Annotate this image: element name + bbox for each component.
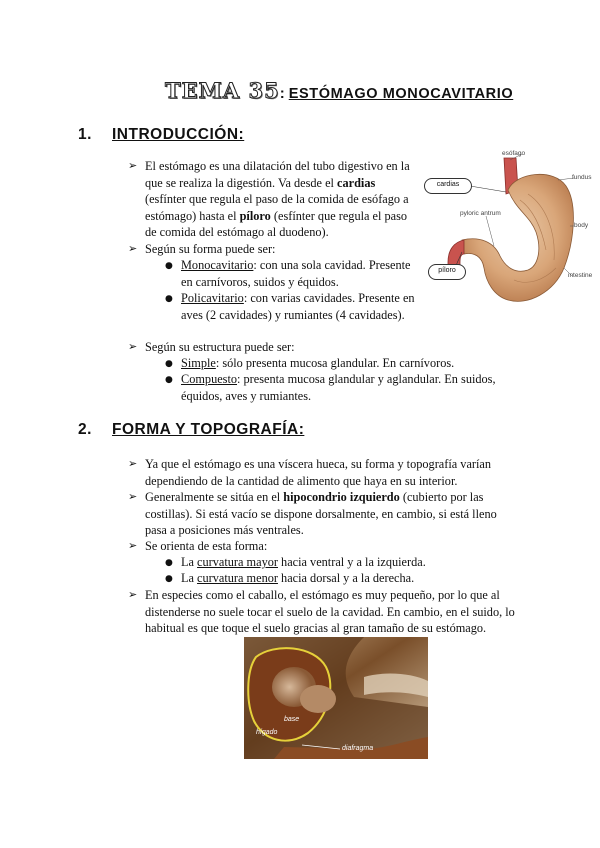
term-policavitario: Policavitario	[181, 291, 244, 305]
bullet-dot-icon: ●	[165, 574, 173, 584]
text: La	[181, 571, 198, 585]
photo-label-diafragma: diafragma	[342, 745, 374, 752]
term-monocavitario: Monocavitario	[181, 258, 254, 272]
intro-paragraph-1	[128, 158, 418, 241]
text: Según su estructura puede ser:	[145, 340, 295, 354]
arrow-bullet-icon: ➢	[128, 242, 138, 255]
text: hacia dorsal y a la derecha.	[277, 571, 415, 585]
text: : presenta mucosa glandular y aglandular. En suidos, équidos, aves y rumiantes.	[181, 372, 496, 403]
intro-paragraph-2	[128, 241, 418, 258]
text: El estómago es una dilatación del tubo digestivo en la que se realiza la digestión. Va desde el	[145, 159, 410, 190]
label-cardias: cardias	[424, 178, 472, 194]
text: Ya que el estómago es una víscera hueca, su forma y topografía varían dependiendo de la cantidad de alimento que haya en su interior.	[145, 457, 492, 488]
label-piloro: píloro	[428, 264, 466, 280]
bullet-simple	[165, 355, 545, 372]
bullet-compuesto	[165, 371, 517, 404]
dissection-image	[244, 637, 428, 759]
forma-paragraph-1	[128, 456, 513, 489]
forma-paragraph-2	[128, 489, 518, 539]
label-fundus: fundus	[572, 174, 592, 181]
text: La	[181, 555, 198, 569]
text: Se orienta de esta forma:	[145, 539, 268, 553]
term-hipocondrio: hipocondrio izquierdo	[283, 490, 400, 504]
bullet-dot-icon: ●	[165, 375, 173, 385]
text: hacia ventral y a la izquierda.	[277, 555, 426, 569]
title-prefix: TEMA 35	[165, 78, 280, 103]
dissection-photo	[244, 637, 428, 759]
arrow-bullet-icon: ➢	[128, 490, 138, 503]
section-title: FORMA Y TOPOGRAFÍA:	[112, 421, 305, 438]
bullet-dot-icon: ●	[165, 558, 173, 568]
text: Generalmente se sitúa en el	[145, 490, 284, 504]
text: En especies como el caballo, el estómago es muy pequeño, por lo que al distenderse no suele tocar el suelo de la cavidad. En cambio, en el suido, lo habitual es que toque el suelo gracias al gran tamaño de su estómago.	[145, 588, 515, 635]
intro-paragraph-3	[128, 339, 528, 356]
label-intestine: intestine	[568, 272, 593, 279]
text: Según su forma puede ser:	[145, 242, 276, 256]
label-esofago: esófago	[502, 150, 526, 157]
bullet-policavitario	[165, 290, 415, 323]
term-piloro: píloro	[239, 208, 271, 223]
arrow-bullet-icon: ➢	[128, 539, 138, 552]
photo-label-higado: hígado	[256, 729, 278, 736]
label-pyloric-antrum: pyloric antrum	[460, 210, 501, 217]
photo-label-base: base	[284, 716, 300, 723]
arrow-bullet-icon: ➢	[128, 159, 138, 172]
term-cardias: cardias	[337, 175, 376, 190]
bullet-dot-icon: ●	[165, 359, 173, 369]
page-title	[165, 78, 513, 103]
section-heading-introduccion	[78, 126, 244, 144]
bullet-curvatura-menor	[165, 570, 505, 587]
bullet-curvatura-mayor	[165, 554, 505, 571]
label-body: body	[574, 222, 589, 229]
section-heading-forma	[78, 421, 304, 439]
term-simple: Simple	[181, 356, 216, 370]
section-number: 2.	[78, 421, 92, 438]
title-colon: :	[279, 85, 285, 102]
bullet-monocavitario	[165, 257, 411, 290]
text: : con varias cavidades. Presente en aves (2 cavidades) y rumiantes (4 cavidades).	[181, 291, 415, 322]
bullet-dot-icon: ●	[165, 294, 173, 304]
arrow-bullet-icon: ➢	[128, 340, 138, 353]
forma-paragraph-3	[128, 538, 518, 555]
section-title: INTRODUCCIÓN:	[112, 126, 245, 143]
stomach-diagram	[424, 150, 600, 312]
text: : sólo presenta mucosa glandular. En carnívoros.	[215, 356, 455, 370]
text: (cubierto por las costillas). Si está vacío se dispone dorsalmente, en cambio, si está lleno pasa a posiciones más ventrales.	[145, 490, 497, 537]
arrow-bullet-icon: ➢	[128, 588, 138, 601]
bullet-dot-icon: ●	[165, 261, 173, 271]
arrow-bullet-icon: ➢	[128, 457, 138, 470]
term-compuesto: Compuesto	[181, 372, 238, 386]
term-curvatura-menor: curvatura menor	[197, 571, 278, 585]
forma-paragraph-4	[128, 587, 533, 637]
text: (esfínter que regula el paso de la comida de esófago a estómago) hasta el	[145, 192, 409, 223]
section-number: 1.	[78, 126, 92, 143]
term-curvatura-mayor: curvatura mayor	[197, 555, 278, 569]
title-text: ESTÓMAGO MONOCAVITARIO	[288, 86, 514, 102]
text: (esfínter que regula el paso de comida del estómago al duodeno).	[145, 208, 408, 239]
text: : con una sola cavidad. Presente en carnívoros, suidos y équidos.	[181, 258, 411, 289]
